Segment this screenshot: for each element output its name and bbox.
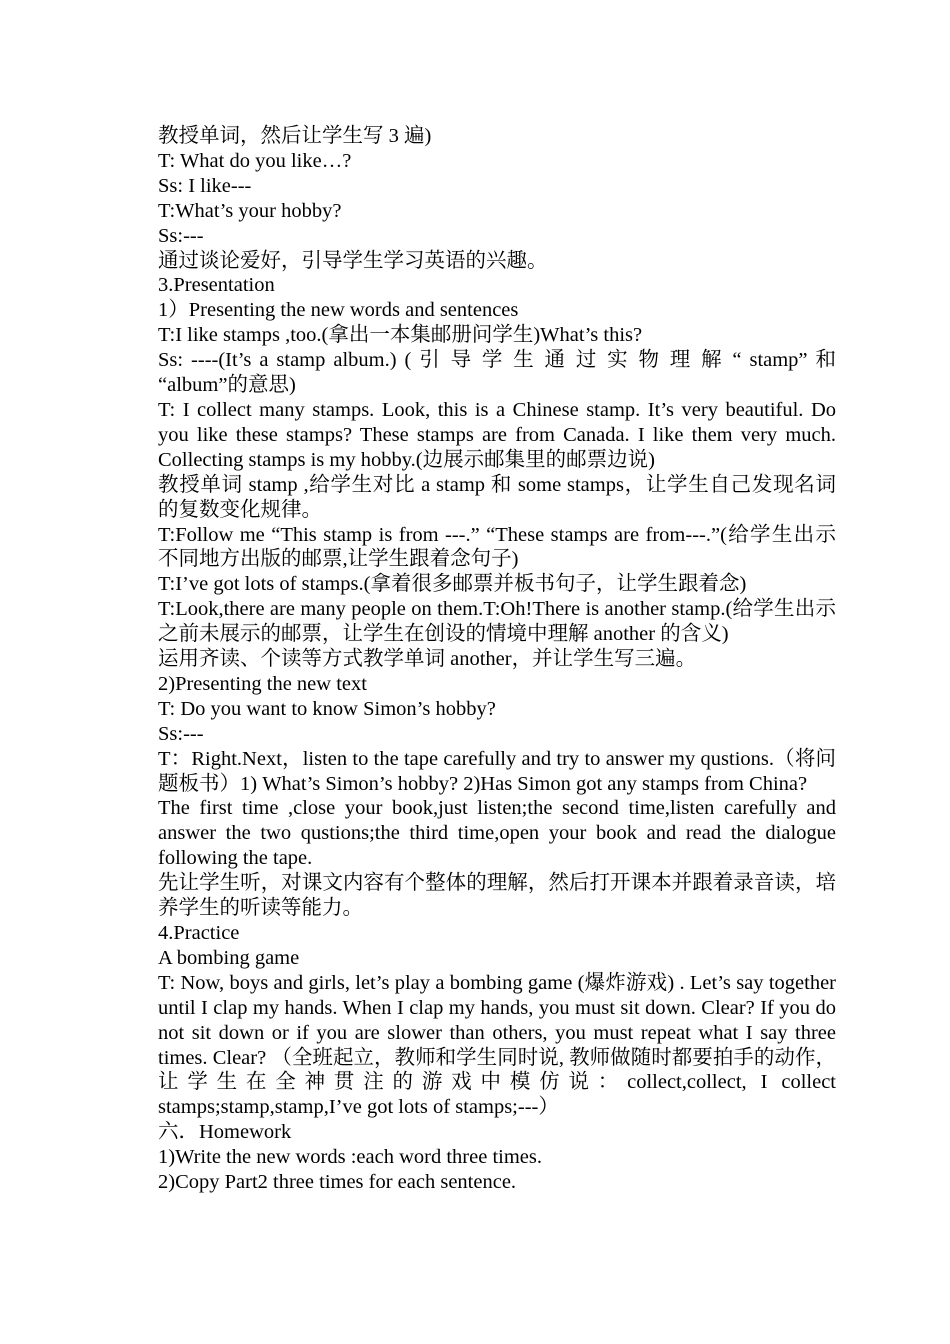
- paragraph: 教授单词 stamp ,给学生对比 a stamp 和 some stamps，让学生自己发现名词的复数变化规律。: [158, 473, 836, 521]
- dialogue-line: Ss: I like---: [158, 174, 252, 197]
- lesson-plan-body: [158, 124, 836, 1195]
- dialogue-line: T: What do you like…?: [158, 149, 352, 172]
- dialogue-line: T:Follow me “This stamp is from ---.” “These stamps are from---.”(给学生出示不同地方出版的邮票,让学生跟着念句子): [158, 523, 836, 571]
- list-item: 2)Copy Part2 three times for each sentence.: [158, 1171, 517, 1194]
- paragraph: The first time ,close your book,just listen;the second time,listen carefully and answer the two qustions;the third time,open your book and read the dialogue following the tape.: [158, 797, 836, 870]
- dialogue-line: T:I’ve got lots of stamps.(拿着很多邮票并板书句子，让学生跟着念): [158, 573, 747, 596]
- paragraph: 通过谈论爱好，引导学生学习英语的兴趣。: [158, 249, 548, 272]
- dialogue-line: T:I like stamps ,too.(拿出一本集邮册问学生)What’s this?: [158, 324, 643, 347]
- paragraph: 先让学生听，对课文内容有个整体的理解，然后打开课本并跟着录音读，培养学生的听读等能力。: [158, 872, 836, 920]
- section-heading: 4.Practice: [158, 922, 240, 944]
- dialogue-line: Ss:---: [158, 722, 204, 745]
- dialogue-line: T:Look,there are many people on them.T:Oh!There is another stamp.(给学生出示之前未展示的邮票，让学生在创设的情境中理解 another 的含义): [158, 598, 836, 646]
- dialogue-line: Ss:---: [158, 224, 204, 247]
- subsection-heading: 2)Presenting the new text: [158, 672, 367, 695]
- paragraph: 教授单词，然后让学生写 3 遍): [158, 125, 432, 147]
- dialogue-line: T:What’s your hobby?: [158, 199, 342, 222]
- dialogue-line: T: Do you want to know Simon’s hobby?: [158, 697, 496, 720]
- dialogue-line: T: I collect many stamps. Look, this is a Chinese stamp. It’s very beautiful. Do you like these stamps? These stamps are from Canada. I like them very much. Collecting stamps is my hobby.(边展示邮集里的邮票边说): [158, 398, 836, 471]
- paragraph: 运用齐读、个读等方式教学单词 another，并让学生写三遍。: [158, 648, 697, 671]
- subsection-heading: 1）Presenting the new words and sentences: [158, 299, 519, 322]
- dialogue-line: T：Right.Next，listen to the tape carefully and try to answer my qustions.（将问题板书）1) What’s Simon’s hobby? 2)Has Simon got any stamps from China?: [158, 747, 836, 795]
- dialogue-line: Ss: ----(It’s a stamp album.) ( 引 导 学 生 通 过 实 物 理 解 “ stamp” 和 “album”的意思): [158, 349, 836, 397]
- dialogue-line: T: Now, boys and girls, let’s play a bombing game (爆炸游戏) . Let’s say together until I clap my hands. When I clap my hands, you must sit down. Clear? If you do not sit down or if you are slower than others, you must repeat what I say three times. Clear? （全班起立，教师和学生同时说, 教师做随时都要拍手的动作，让学生在全神贯注的游戏中模仿说：collect,collect, I collect stamps;stamp,stamp,I’ve got lots of stamps;---）: [158, 971, 836, 1119]
- section-heading: 3.Presentation: [158, 274, 275, 297]
- list-item: 1)Write the new words :each word three times.: [158, 1146, 542, 1169]
- section-heading: 六．Homework: [158, 1121, 292, 1144]
- subsection-heading: A bombing game: [158, 946, 300, 969]
